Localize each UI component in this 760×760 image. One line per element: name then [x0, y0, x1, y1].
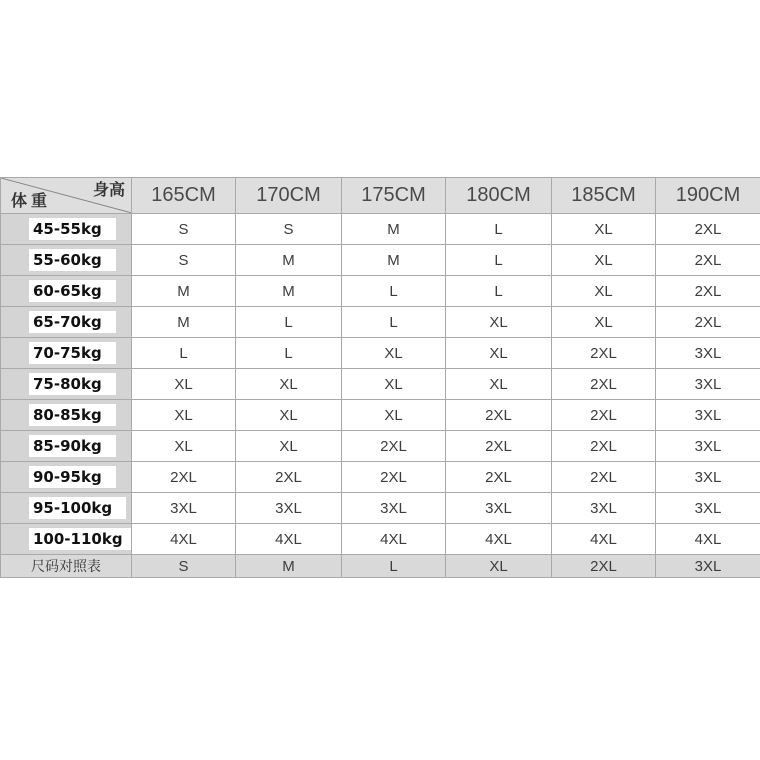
size-cell: 2XL [656, 245, 760, 276]
size-cell: 4XL [342, 524, 446, 555]
size-cell: XL [342, 400, 446, 431]
weight-range-label: 65-70kg [29, 311, 116, 333]
size-cell: XL [236, 400, 342, 431]
table-row [1, 462, 760, 493]
footer-size-cell: 3XL [656, 555, 760, 578]
table-row [1, 276, 760, 307]
size-cell: L [236, 338, 342, 369]
size-cell: 2XL [552, 431, 656, 462]
footer-size-cell: XL [446, 555, 552, 578]
size-cell: XL [342, 369, 446, 400]
weight-range-cell [1, 338, 132, 369]
footer-size-cell: 2XL [552, 555, 656, 578]
size-cell: M [342, 214, 446, 245]
weight-range-label: 55-60kg [29, 249, 116, 271]
size-cell: 4XL [236, 524, 342, 555]
weight-range-label: 85-90kg [29, 435, 116, 457]
footer-size-cell: M [236, 555, 342, 578]
size-cell: 3XL [656, 369, 760, 400]
weight-range-label: 100-110kg [29, 528, 132, 550]
size-cell: 2XL [552, 338, 656, 369]
weight-range-label: 45-55kg [29, 218, 116, 240]
size-cell: XL [132, 369, 236, 400]
size-cell: 4XL [552, 524, 656, 555]
size-cell: M [132, 276, 236, 307]
size-cell: 2XL [656, 307, 760, 338]
height-header-cell: 185CM [552, 178, 656, 214]
table-row [1, 245, 760, 276]
table-row [1, 369, 760, 400]
size-cell: XL [552, 214, 656, 245]
size-cell: 2XL [656, 214, 760, 245]
size-cell: L [236, 307, 342, 338]
table-row [1, 338, 760, 369]
weight-range-cell [1, 276, 132, 307]
size-cell: 3XL [552, 493, 656, 524]
size-cell: 3XL [342, 493, 446, 524]
weight-range-cell [1, 400, 132, 431]
size-cell: 2XL [342, 431, 446, 462]
size-chart-table [0, 177, 760, 578]
height-header-cell: 170CM [236, 178, 342, 214]
size-cell: XL [552, 307, 656, 338]
size-cell: 2XL [236, 462, 342, 493]
weight-range-cell [1, 307, 132, 338]
table-row [1, 493, 760, 524]
size-cell: M [342, 245, 446, 276]
footer-size-cell: S [132, 555, 236, 578]
weight-range-cell [1, 214, 132, 245]
weight-axis-label: 体重 [11, 191, 52, 210]
height-header-cell: 190CM [656, 178, 760, 214]
table-row [1, 524, 760, 555]
size-cell: L [342, 276, 446, 307]
size-cell: M [132, 307, 236, 338]
size-cell: XL [342, 338, 446, 369]
size-cell: 2XL [552, 400, 656, 431]
size-cell: 2XL [342, 462, 446, 493]
size-cell: 2XL [656, 276, 760, 307]
height-axis-label: 身高 [92, 180, 125, 199]
size-cell: 3XL [656, 338, 760, 369]
size-cell: 2XL [446, 431, 552, 462]
size-cell: L [342, 307, 446, 338]
size-cell: 3XL [132, 493, 236, 524]
corner-header-cell [1, 178, 132, 214]
weight-range-label: 75-80kg [29, 373, 116, 395]
size-cell: 3XL [236, 493, 342, 524]
size-cell: 2XL [446, 462, 552, 493]
footer-size-cell: L [342, 555, 446, 578]
size-cell: 3XL [656, 462, 760, 493]
size-cell: 4XL [446, 524, 552, 555]
size-cell: XL [446, 369, 552, 400]
size-cell: S [132, 214, 236, 245]
size-cell: XL [552, 276, 656, 307]
table-row [1, 214, 760, 245]
size-cell: 2XL [446, 400, 552, 431]
weight-range-label: 95-100kg [29, 497, 126, 519]
height-header-cell: 180CM [446, 178, 552, 214]
height-header-cell: 175CM [342, 178, 446, 214]
size-cell: M [236, 245, 342, 276]
size-cell: 4XL [132, 524, 236, 555]
weight-range-label: 90-95kg [29, 466, 116, 488]
size-cell: XL [552, 245, 656, 276]
size-cell: XL [446, 307, 552, 338]
size-cell: L [446, 214, 552, 245]
table-row [1, 431, 760, 462]
weight-range-cell [1, 524, 132, 555]
size-cell: 2XL [132, 462, 236, 493]
size-cell: L [446, 276, 552, 307]
size-cell: L [132, 338, 236, 369]
size-cell: 2XL [552, 369, 656, 400]
size-cell: S [132, 245, 236, 276]
weight-range-cell [1, 462, 132, 493]
table-row [1, 400, 760, 431]
size-cell: XL [236, 431, 342, 462]
height-header-cell: 165CM [132, 178, 236, 214]
size-cell: XL [236, 369, 342, 400]
size-cell: 3XL [656, 493, 760, 524]
weight-range-cell [1, 493, 132, 524]
size-cell: S [236, 214, 342, 245]
size-cell: XL [446, 338, 552, 369]
size-cell: 3XL [656, 431, 760, 462]
size-cell: L [446, 245, 552, 276]
size-chart-label: 尺码对照表 [1, 555, 132, 578]
table-row [1, 307, 760, 338]
size-cell: M [236, 276, 342, 307]
header-row [1, 178, 760, 214]
weight-range-cell [1, 431, 132, 462]
weight-range-cell [1, 369, 132, 400]
size-cell: 3XL [446, 493, 552, 524]
size-cell: 2XL [552, 462, 656, 493]
weight-range-label: 60-65kg [29, 280, 116, 302]
size-cell: XL [132, 400, 236, 431]
size-cell: 3XL [656, 400, 760, 431]
weight-range-label: 80-85kg [29, 404, 116, 426]
weight-range-label: 70-75kg [29, 342, 116, 364]
size-cell: 4XL [656, 524, 760, 555]
weight-range-cell [1, 245, 132, 276]
size-cell: XL [132, 431, 236, 462]
footer-row [1, 555, 760, 578]
